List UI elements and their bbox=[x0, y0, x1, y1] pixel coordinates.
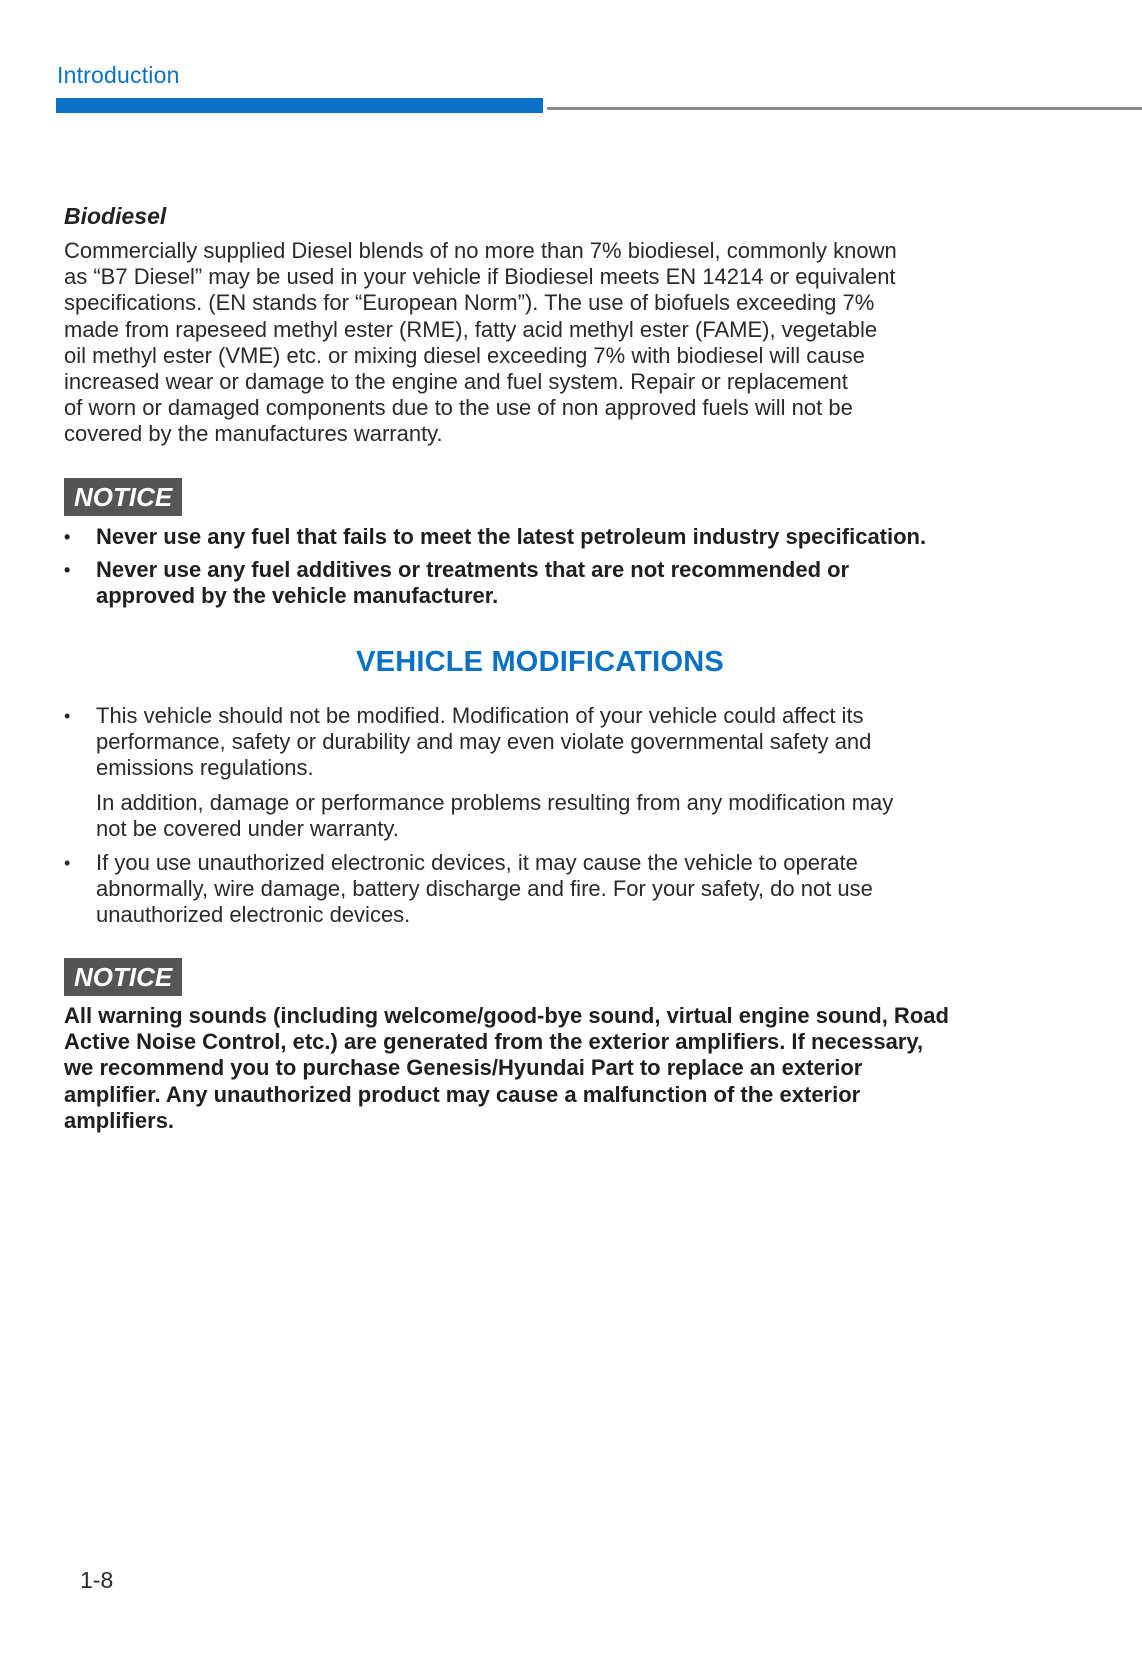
list-item-text: This vehicle should not be modified. Modification of your vehicle could affect its bbox=[96, 703, 864, 728]
list-item-extra-paragraph bbox=[96, 790, 1024, 842]
header-accent-bar bbox=[56, 98, 543, 113]
biodiesel-paragraph bbox=[64, 238, 1024, 448]
list-item-text: If you use unauthorized electronic devices, it may cause the vehicle to operate bbox=[96, 850, 858, 876]
paragraph-line: oil methyl ester (VME) etc. or mixing diesel exceeding 7% with biodiesel will cause bbox=[64, 342, 865, 368]
bullet-icon: • bbox=[64, 706, 71, 726]
paragraph-line: amplifier. Any unauthorized product may cause a malfunction of the exterior bbox=[64, 1081, 861, 1107]
paragraph-line: made from rapeseed methyl ester (RME), fatty acid methyl ester (FAME), vegetable bbox=[64, 316, 878, 342]
list-item bbox=[64, 850, 1024, 929]
page-number: 1-8 bbox=[80, 1567, 114, 1593]
modifications-list bbox=[64, 703, 1024, 937]
list-item-text: unauthorized electronic devices. bbox=[96, 902, 411, 928]
list-item-text: Never use any fuel additives or treatments that are not recommended or bbox=[96, 557, 850, 583]
header-rule bbox=[547, 107, 1142, 110]
paragraph-line: as “B7 Diesel” may be used in your vehicle if Biodiesel meets EN 14214 or equivalent bbox=[64, 264, 896, 290]
list-item-text: In addition, damage or performance problems resulting from any modification may bbox=[96, 789, 894, 815]
list-item bbox=[64, 524, 1024, 550]
list-item-text: performance, safety or durability and may even violate governmental safety and bbox=[96, 729, 872, 755]
list-item-text: not be covered under warranty. bbox=[96, 815, 399, 841]
list-item-text: abnormally, wire damage, battery discharge and fire. For your safety, do not use bbox=[96, 876, 873, 902]
biodiesel-heading: Biodiesel bbox=[64, 203, 167, 229]
list-item bbox=[64, 703, 1024, 842]
bullet-icon: • bbox=[64, 527, 71, 547]
notice-paragraph bbox=[64, 1003, 1024, 1134]
paragraph-line: increased wear or damage to the engine and fuel system. Repair or replacement bbox=[64, 369, 848, 395]
bullet-icon: • bbox=[64, 853, 71, 874]
paragraph-line: Commercially supplied Diesel blends of no more than 7% biodiesel, commonly known bbox=[64, 238, 897, 263]
list-item-text: approved by the vehicle manufacturer. bbox=[96, 583, 499, 609]
section-heading: VEHICLE MODIFICATIONS bbox=[356, 646, 724, 678]
notice-badge: NOTICE bbox=[64, 958, 182, 996]
bullet-icon: • bbox=[64, 560, 71, 581]
section-label: Introduction bbox=[57, 62, 180, 88]
paragraph-line: Active Noise Control, etc.) are generated from the exterior amplifiers. If necessary, bbox=[64, 1029, 924, 1055]
list-item-text: emissions regulations. bbox=[96, 755, 314, 781]
paragraph-line: we recommend you to purchase Genesis/Hyundai Part to replace an exterior bbox=[64, 1055, 863, 1081]
list-item bbox=[64, 557, 1024, 609]
notice-list bbox=[64, 524, 1024, 617]
list-item-text: Never use any fuel that fails to meet the latest petroleum industry specification. bbox=[96, 524, 927, 549]
paragraph-line: specifications. (EN stands for “European Norm”). The use of biofuels exceeding 7% bbox=[64, 290, 875, 316]
notice-badge: NOTICE bbox=[64, 478, 182, 516]
paragraph-line: covered by the manufactures warranty. bbox=[64, 421, 443, 447]
paragraph-line: amplifiers. bbox=[64, 1107, 175, 1133]
paragraph-line: of worn or damaged components due to the use of non approved fuels will not be bbox=[64, 395, 853, 421]
paragraph-line: All warning sounds (including welcome/good-bye sound, virtual engine sound, Road bbox=[64, 1003, 949, 1028]
